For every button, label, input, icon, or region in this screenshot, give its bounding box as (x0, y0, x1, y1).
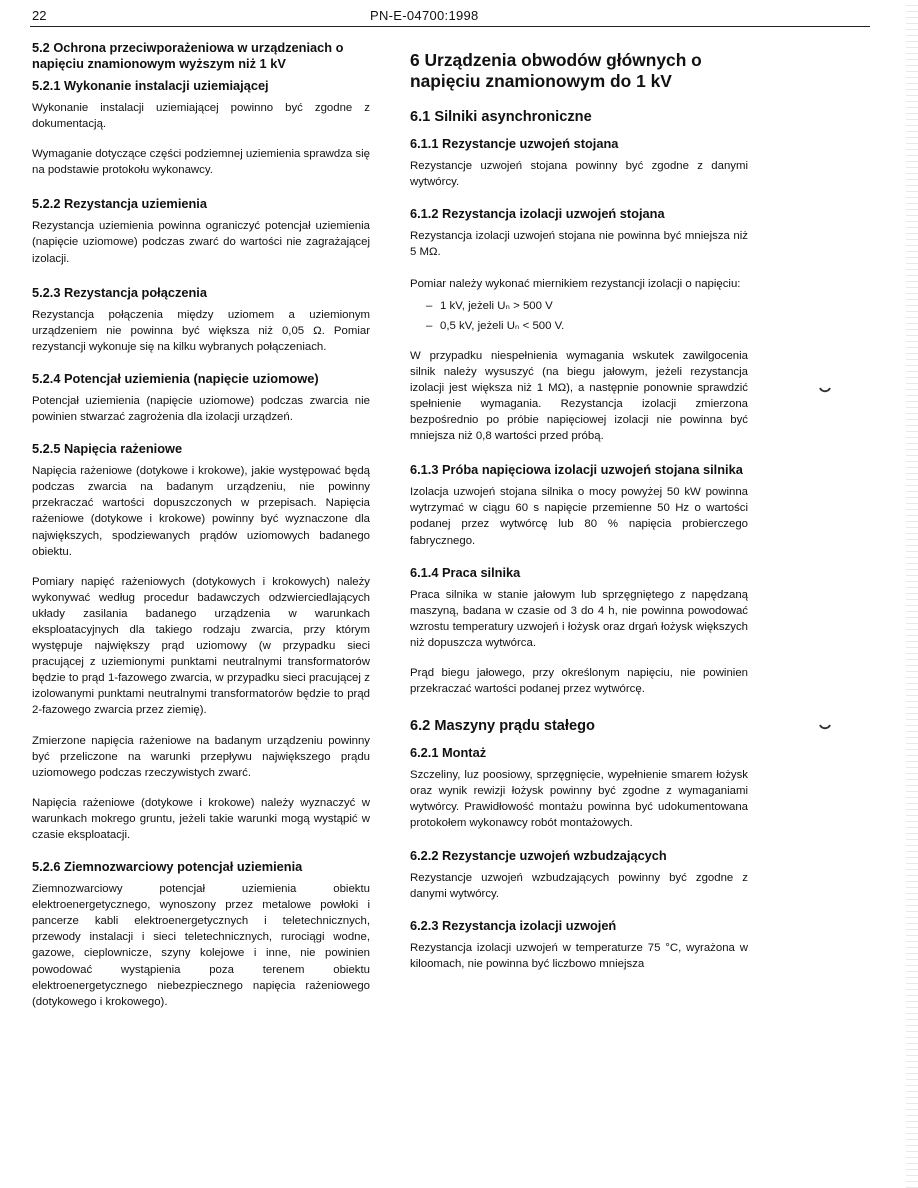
section-title: 5.2.2 Rezystancja uziemienia (32, 196, 207, 212)
paragraph: Praca silnika w stanie jałowym lub sprzęgniętego z napędzaną maszyną, badana w czasie od 3 do 4 h, nie powinna powodować wzrostu temperatury uzwojeń i łożysk oraz drgań łożysk większych niż dopuszcza wytwórca. (410, 588, 748, 649)
paragraph: Rezystancje uzwojeń wzbudzających powinny być zgodne z danymi wytwórcy. (410, 871, 748, 900)
paragraph: Prąd biegu jałowego, przy określonym napięciu, nie powinien przekraczać wartości podanej przez wytwórcę. (410, 666, 748, 696)
section-title: 6.1.1 Rezystancje uzwojeń stojana (410, 136, 619, 151)
section-title: 6.2.3 Rezystancja izolacji uzwojeń (410, 917, 617, 933)
chapter-title: 6 Urządzenia obwodów głównych o napięciu znamionowym do 1 kV (410, 50, 702, 91)
scan-edge (906, 0, 918, 1188)
voltage-list (410, 298, 748, 333)
paragraph: Wymaganie dotyczące części podziemnej uziemienia sprawdza się na podstawie protokołu wykonawcy. (32, 148, 370, 177)
paragraph: Pomiar należy wykonać miernikiem rezystancji izolacji o napięciu: (410, 278, 741, 291)
paragraph: W przypadku niespełnienia wymagania wskutek zawilgocenia silnik należy wysuszyć (na biegu jałowym, jeżeli rezystancja izolacji jest większa niż 1 MΩ), a następnie ponownie sprawdzić spełnienie wymagania. Rezystancja izolacji zmierzona bezpośrednio po próbie napięciowej izolacji nie powinna być mniejsza niż 0,8 wartości przed próbą. (410, 349, 748, 443)
paragraph: Napięcia rażeniowe (dotykowe i krokowe), jakie występować będą podczas zwarcia na badanym urządzeniu, nie powinny przekraczać wartości dopuszczonych w przepisach. Napięcia rażeniowe (dotykowe i krokowe) powinny być wyznaczone dla największych, spodziewanych prądów uziomowych badanego obiektu. (32, 465, 370, 558)
paragraph: Potencjał uziemienia (napięcie uziomowe) podczas zwarcia nie powinien stwarzać zagrożenia dla izolacji urządzeń. (32, 394, 370, 424)
standard-id: PN-E-04700:1998 (370, 8, 479, 23)
paragraph: Rezystancja izolacji uzwojeń stojana nie powinna być mniejsza niż 5 MΩ. (410, 230, 748, 259)
list-item: – 0,5 kV, jeżeli Uₙ < 500 V. (426, 318, 748, 334)
paragraph: Rezystancja uziemienia powinna ograniczyć potencjał uziemienia (napięcie uziomowe) podczas zwarć do wartości nie zagrażającej izolacji. (32, 220, 370, 265)
right-column (410, 40, 748, 986)
paragraph: Wykonanie instalacji uziemiającej powinno być zgodne z dokumentacją. (32, 102, 370, 131)
section-title: 5.2.3 Rezystancja połączenia (32, 284, 207, 300)
punch-hole-icon (818, 383, 832, 397)
section-title: 6.1 Silniki asynchroniczne (410, 109, 592, 125)
section-title: 5.2.5 Napięcia rażeniowe (32, 441, 183, 457)
paragraph: Izolacja uzwojeń stojana silnika o mocy powyżej 50 kW powinna wytrzymać w ciągu 60 s napięcie przemienne 50 Hz o wartości podanej przez wytwórcę lub 80 % napięcia probierczego fabrycznego. (410, 486, 748, 547)
section-title: 6.1.4 Praca silnika (410, 564, 521, 580)
paragraph: Zmierzone napięcia rażeniowe na badanym urządzeniu powinny być przeliczone na warunki przepływu największego prądu uziomowego podczas rzeczywistych zwarć. (32, 734, 370, 779)
section-title: 5.2.1 Wykonanie instalacji uziemiającej (32, 78, 269, 93)
paragraph: Rezystancja izolacji uzwojeń w temperaturze 75 °C, wyrażona w kiloomach, nie powinna być liczbowo mniejsza (410, 941, 748, 970)
left-column (32, 40, 370, 1024)
paragraph: Ziemnozwarciowy potencjał uziemienia obiektu elektroenergetycznego, wynoszony przez metalowe powłoki i pancerze kabli elektroenergetycznych i teletechnicznych, przewody instalacji i sieci teletechnicznych, rurociągi wodne, gazowe, cieplownicze, szyny kolejowe i inne, nie powinien powodować wystąpienia poza terenem obiektu elektroenergetycznego niebezpiecznego napięcia rażeniowego (dotykowego i krokowego). (32, 883, 370, 1008)
page-header (30, 6, 870, 27)
paragraph: Rezystancja połączenia między uziomem a uziemionym urządzeniem nie powinna być większa niż 0,05 Ω. Pomiar rezystancji wykonuje się na kilku wybranych połączeniach. (32, 308, 370, 353)
section-title: 5.2 Ochrona przeciwporażeniowa w urządzeniach o napięciu znamionowym wyższym niż 1 kV (32, 40, 344, 71)
section-title: 6.2 Maszyny prądu stałego (410, 718, 595, 735)
punch-hole-icon (818, 720, 832, 734)
section-title: 6.1.2 Rezystancja izolacji uzwojeń stojana (410, 206, 665, 222)
paragraph: Szczeliny, luz poosiowy, sprzęgnięcie, wypełnienie smarem łożysk oraz wynik rewizji łożysk powinny być zgodne z wymaganiami wytwórcy. Prawidłowość montażu powinna być udokumentowana protokołem wykonawcy robót montażowych. (410, 769, 748, 830)
list-item: – 1 kV, jeżeli Uₙ > 500 V (426, 298, 748, 314)
paragraph: Pomiary napięć rażeniowych (dotykowych i krokowych) należy wykonywać według procedur badawczych odzwierciedlających układy zasilania badanego urządzenia w warunkach eksploatacyjnych dla takiego rodzaju zwarcia, przy którym występuje największy prąd uziomowy (w przypadku sieci pracującej z uziemionymi punktami neutralnymi transformatorów będzie to prąd 1-fazowego zwarcia, w przypadku sieci pracującej z izolowanymi punktami neutralnymi transformatorów będzie to prąd 2-fazowego zwarcia przez ziemię). (32, 575, 370, 717)
section-title: 6.1.3 Próba napięciowa izolacji uzwojeń stojana silnika (410, 462, 743, 478)
page-number: 22 (32, 8, 47, 23)
section-title: 5.2.4 Potencjał uziemienia (napięcie uziomowe) (32, 370, 319, 386)
section-title: 6.2.1 Montaż (410, 745, 487, 761)
paragraph: Napięcia rażeniowe (dotykowe i krokowe) należy wyznaczyć w warunkach mokrego gruntu, jeżeli takie warunki mogą wystąpić w czasie eksploatacji. (32, 796, 370, 841)
section-title: 5.2.6 Ziemnozwarciowy potencjał uziemienia (32, 859, 303, 875)
section-title: 6.2.2 Rezystancje uzwojeń wzbudzających (410, 847, 667, 863)
paragraph: Rezystancje uzwojeń stojana powinny być zgodne z danymi wytwórcy. (410, 160, 748, 189)
